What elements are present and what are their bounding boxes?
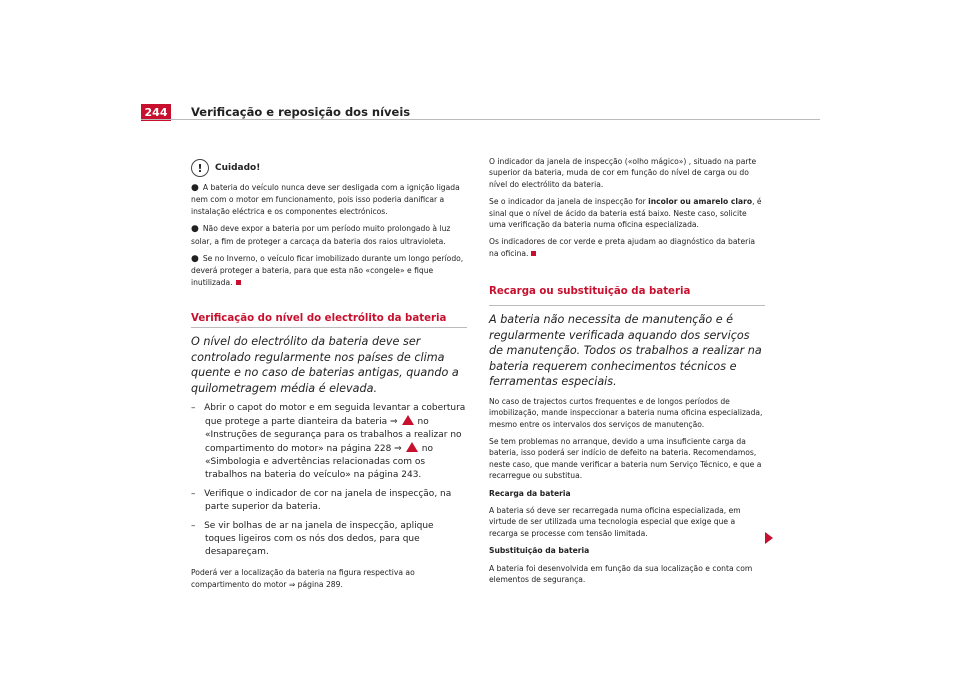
warning-triangle-icon[interactable] <box>402 415 414 425</box>
paragraph-recharge: A bateria só deve ser recarregada numa oficina especializada, em virtude de ser utilizada uma tecnologia especial que exige que a recarga se processe com tensão limitada. <box>489 506 741 538</box>
subheading-recharge: Recarga da bateria <box>489 488 571 498</box>
warning-triangle-icon[interactable] <box>406 442 418 452</box>
bullet-dot-icon: ● <box>191 254 199 265</box>
paragraph-short-trips: No caso de trajectos curtos frequentes e de longos períodos de imobilização, mande inspeccionar a bateria numa oficina especializada, mesmo entre os intervalos dos serviços de manutenção. <box>489 396 763 429</box>
step-1: – Abrir o capot do motor e em seguida levantar a cobertura que protege a parte dianteira da bateria ⇒ no «Instruções de segurança para os trabalhos a realizar no compartimento do motor» na página 228 ⇒ no «Simbologia e advertências relacionadas com os trabalhos na bateria do veículo» na página 243. <box>191 403 466 481</box>
step-3: – Se vir bolhas de ar na janela de inspecção, aplique toques ligeiros com os nós dos dedos, para que desapareçam. <box>191 521 434 558</box>
subheading-replacement: Substituição da bateria <box>489 546 590 556</box>
section-intro: A bateria não necessita de manutenção e é regularmente verificada aquando dos serviços de manutenção. Todos os trabalhos a realizar na bateria requerem conhecimentos técnicos e ferramentas especiais. <box>489 313 762 389</box>
section-title-electrolyte: Verificação do nível do electrólito da bateria <box>191 313 447 325</box>
section-rule <box>489 305 765 306</box>
bullet-dot-icon: ● <box>191 224 199 235</box>
paragraph-replacement: A bateria foi desenvolvida em função da sua localização e conta com elementos de segurança. <box>489 563 753 585</box>
section-title-recharge: Recarga ou substituição da bateria <box>489 286 691 298</box>
end-square-icon <box>531 251 536 256</box>
paragraph-indicator: O indicador da janela de inspecção («olho mágico») , situado na parte superior da bateria, muda de cor em função do nível de carga ou do nível do electrólito da bateria. <box>489 157 757 189</box>
end-square-icon <box>236 280 241 285</box>
paragraph-green-black: Os indicadores de cor verde e preta ajudam ao diagnóstico da bateria na oficina. <box>489 237 756 258</box>
warning-title: Cuidado! <box>215 163 261 173</box>
bullet-dot-icon: ● <box>191 183 199 193</box>
exclamation-circle-icon: ! <box>191 159 209 177</box>
warning-bullet: ● A bateria do veículo nunca deve ser desligada com a ignição ligada nem com o motor em funcionamento, pois isso poderia danificar a instalação eléctrica e os componentes electrónicos. <box>191 183 460 216</box>
header-rule <box>141 119 820 120</box>
left-column <box>191 156 467 598</box>
paragraph-low-acid: Se o indicador da janela de inspecção for incolor ou amarelo claro, é sinal que o nível de ácido da bateria está baixo. Neste caso, solicite uma verificação da bateria numa oficina especializada. <box>489 197 762 230</box>
right-column <box>489 156 765 591</box>
warning-bullet: ● Se no Inverno, o veículo ficar imobilizado durante um longo período, deverá proteger a bateria, para que esta não «congele» e fique inutilizada. <box>191 254 464 287</box>
battery-location-note: Poderá ver a localização da bateria na figura respectiva ao compartimento do motor ⇒ página 289. <box>191 568 415 589</box>
paragraph-starting-problems: Se tem problemas no arranque, devido a uma insuficiente carga da bateria, isso poderá ser indício de defeito na bateria. Recomendamos, neste caso, que mande verificar a bateria num Serviço Técnico, e que a recarregue ou substitua. <box>489 436 762 481</box>
warning-bullet: ● Não deve expor a bateria por um período muito prolongado à luz solar, a fim de proteger a carcaça da bateria dos raios ultravioleta. <box>191 224 451 246</box>
page-number: 244 <box>141 104 171 121</box>
section-rule <box>191 327 467 328</box>
emphasis-colorless: incolor ou amarelo claro <box>648 197 753 207</box>
section-intro: O nível do electrólito da bateria deve ser controlado regularmente nos países de clima quente e no caso de baterias antigas, quando a quilometragem média é elevada. <box>191 335 459 395</box>
next-page-arrow-icon <box>765 532 773 544</box>
warning-list <box>191 182 467 288</box>
header-title: Verificação e reposição dos níveis <box>191 105 411 119</box>
step-2: – Verifique o indicador de cor na janela de inspecção, na parte superior da bateria. <box>191 489 452 513</box>
warning-header <box>191 156 467 180</box>
